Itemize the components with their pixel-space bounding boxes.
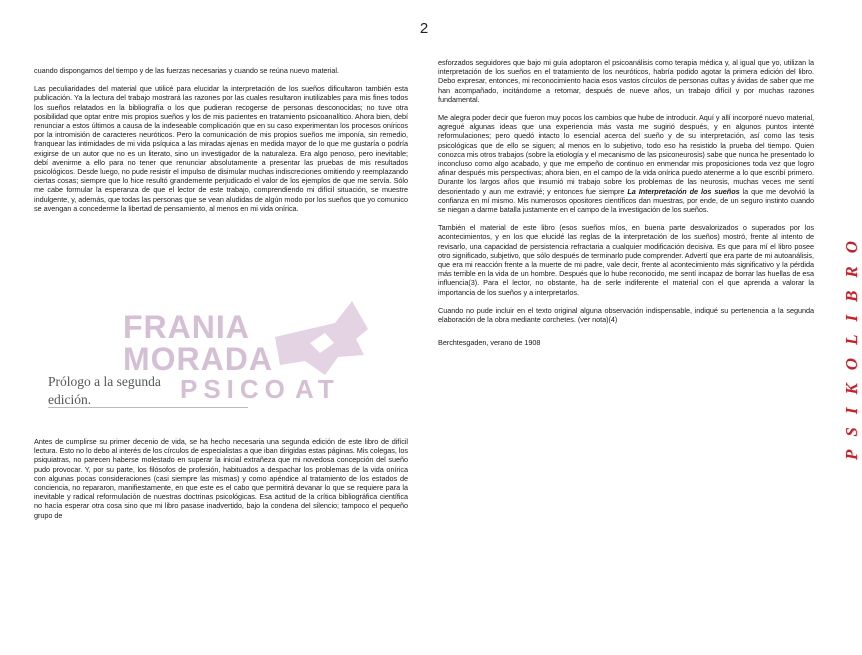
brand-text: PSIKOLIBRO (842, 227, 861, 460)
paragraph: También el material de este libro (esos sueños míos, en buena parte desvalorizados o superados por los acontecimientos, y en los que elucidé las reglas de la interpretación de los sueños) mostró, frente al intento de revisarlo, una capacidad de persistencia refractaria a cualquier modificación decisiva. Es que para mí el libro posee otro significado, subjetivo, que sólo después de terminarlo pude comprender. Advertí que era parte de mi autoanálisis, que era mi reacción frente a la muerte de mi padre, vale decir, frente al acontecimiento más significativo y la pérdida más terrible en la vida de un hombre. Después que lo hube reconocido, me sentí incapaz de borrar las huellas de esa influencia(3). Para el lector, no obstante, ha de serle indiferente el material con el que aprenda a valorar la importancia de los sueños y a interpretarlos. (438, 223, 814, 297)
paragraph: esforzados seguidores que bajo mi guía adoptaron el psicoanálisis como terapia médica y, al igual que yo, utilizan la interpretación de los sueños en el tratamiento de los neuróticos, habría podido agotar la primera edición del libro. Debo expresar, entonces, mi reconocimiento hacia esos vastos círculos de personas cultas y ávidas de saber que me han acompañado, incitándome a retomar, después de nueve años, un trabajo difícil y por muchas razones fundamental. (438, 58, 814, 104)
book-title: La Interpretación de los sueños (627, 186, 740, 196)
paragraph: Cuando no pude incluir en el texto original alguna observación indispensable, indiqué su pertenencia a la segunda elaboración de la obra mediante corchetes. (ver nota)(4) (438, 305, 814, 325)
heading-line: edición. (48, 392, 92, 407)
logo-text-line: MORADA (123, 341, 273, 377)
paragraph-text: la que me devolvió la confianza en mí mismo. Mis numerosos opositores científicos dan muestras, por ende, de un seguro instinto cuando se niegan a darme batalla justamente en el campo de la investigación de los sueños. (438, 186, 814, 215)
right-column (438, 58, 814, 356)
logo-text-line: FRANIA (123, 309, 250, 345)
paragraph-text: Me alegra poder decir que fueron muy pocos los cambios que hube de introducir. Aquí y allí incorporé nuevo material, agregué algunas ideas que una experiencia más vasta me sugirió después, y en algunos puntos intenté reformulaciones; pero quedó intacto lo esencial acerca del sueño y de su interpretación, así como las tesis psicológicas que de ello se siguen; al menos en lo subjetivo, todo eso ha resistido la prueba del tiempo. Quien conozca mis otros trabajos (sobre la etiología y el mecanismo de las psiconeurosis) sabe que nunca he presentado lo inconcluso como algo acabado, y que me empeño de continuo en enmendar mis proposiciones toda vez que logro afinar después mis perspectivas; ahora bien, en el campo de la vida onírica puedo atenerme a lo que escribí primero. Durante los largos años que insumió mi trabajo sobre los problemas de las neurosis, muchas veces me sentí desorientado y aun me extravié; y entonces fue siempre (438, 113, 814, 196)
heading-line: Prólogo a la segunda (48, 374, 161, 389)
psikolibro-brand (824, 200, 861, 460)
logo-text-line: PSICO (180, 374, 291, 404)
paragraph: cuando dispongamos del tiempo y de las fuerzas necesarias y cuando se reúna nuevo material. (34, 66, 339, 75)
paragraph (438, 113, 814, 214)
heading-divider (48, 407, 248, 408)
page-number: 2 (419, 20, 429, 37)
logo-text-line: AT (295, 374, 340, 404)
left-column-top (34, 66, 408, 222)
paragraph: Las peculiaridades del material que utilicé para elucidar la interpretación de los sueños dificultaron también esta publicación. Ya la lectura del trabajo mostrará las razones por las cuales resultaron inutilizables para mis fines todos los sueños relatados en la bibliografía o los que pudieran recogerse de personas desconocidas; no tuve otra posibilidad que optar entre mis propios sueños y los de mis pacientes en tratamiento psicoanalítico. Ahora bien, debí renunciar a estos últimos a causa de la indeseable complicación que en su caso experimentan los procesos oníricos por la intromisión de caracteres neuróticos. Pero la comunicación de mis propios sueños me imponía, sin remedio, franquear las intimidades de mi vida psíquica a las miradas ajenas en medida mayor de lo que me gustaría o podría exigirse de un autor que no es un literato, sino un investigador de la naturaleza. Era algo penoso, pero inevitable; debí avenirme a ello para no tener que renunciar absolutamente a presentar las pruebas de mis resultados psicológicos. Desde luego, no pude resistir el impulso de disimular muchas indiscreciones omitiendo y reemplazando ciertas cosas; siempre que lo hice resultó grandemente perjudicado el valor de los ejemplos de que me servía. Sólo me cabe formular la esperanza de que el lector de este trabajo, comprendiendo mi difícil situación, se muestre indulgente, y, además, que todas las personas que se vean aludidas de algún modo por los sueños que yo comunico se avengan a concederme la libertad de pensamiento, al menos en mi vida onírica. (34, 84, 408, 213)
paragraph: Antes de cumplirse su primer decenio de vida, se ha hecho necesaria una segunda edición de este libro de difícil lectura. Esto no lo debo al interés de los círculos de especialistas a que iban dirigidas estas páginas. Mis colegas, los psiquiatras, no parecen haberse molestado en superar la inicial extrañeza que mi novedosa concepción del sueño pudo provocar. Y, por su parte, los filósofos de profesión, habituados a despachar los problemas de la vida onírica con algunas pocas consideraciones (casi siempre las mismas) y como apéndice al tratamiento de los estados de conciencia, no repararon, manifiestamente, en que este es el cabo que permitirá devanar lo que se requiere para la inevitable y radical reformulación de nuestras doctrinas psicológicas. Esa actitud de la crítica bibliográfica científica no hacía esperar otra cosa sino que mi libro pasase inadvertido, bajo la condena del silencio; tampoco el pequeño grupo de (34, 437, 408, 520)
paragraph: Berchtesgaden, verano de 1908 (438, 338, 541, 348)
section-heading (48, 373, 208, 409)
left-column-bottom (34, 437, 408, 529)
